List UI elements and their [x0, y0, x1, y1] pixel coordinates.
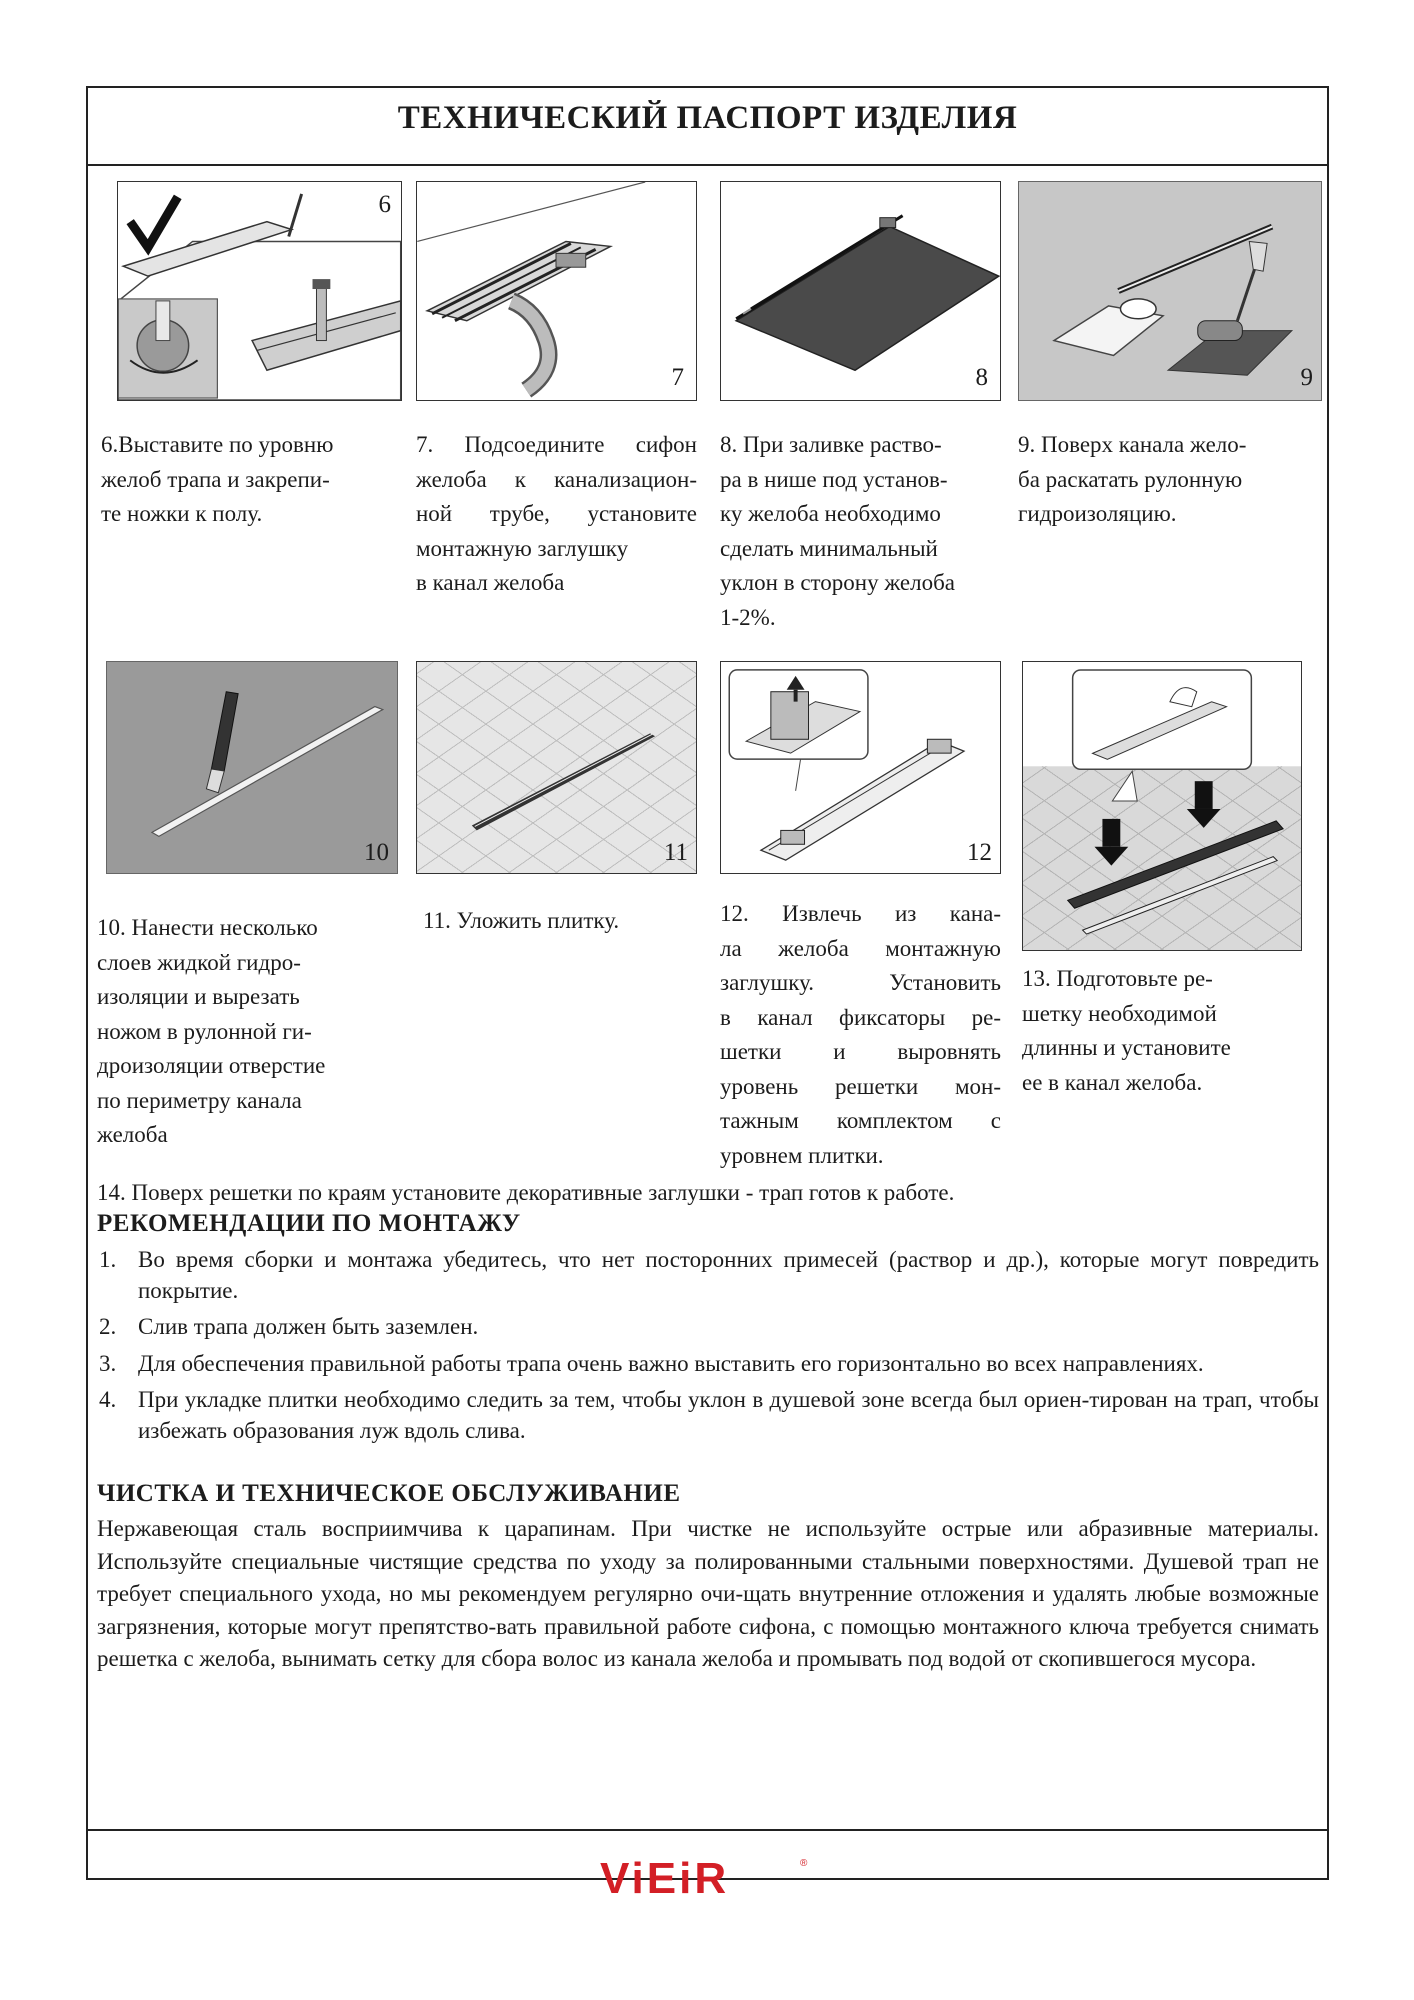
- list-item: [97, 1349, 1319, 1380]
- footer-rule: [86, 1829, 1329, 1831]
- logo-text: ViEiR: [600, 1854, 730, 1899]
- caption-line: изоляции и вырезать: [97, 984, 300, 1009]
- caption-step-8: [720, 428, 1010, 635]
- caption-line: 7. Подсоедините сифон: [416, 432, 697, 457]
- caption-line: 11. Уложить плитку.: [423, 908, 620, 933]
- caption-line: по периметру канала: [97, 1087, 302, 1113]
- step-number: 12: [967, 839, 992, 866]
- caption-line: желоба: [97, 1122, 168, 1147]
- caption-step-9: [1018, 428, 1318, 532]
- caption-line: заглушку. Установить: [720, 970, 1001, 995]
- item-number: 2.: [99, 1314, 117, 1339]
- recommendations-heading: РЕКОМЕНДАЦИИ ПО МОНТАЖУ: [97, 1210, 521, 1237]
- caption-line: желоба к канализацион-: [416, 466, 697, 492]
- caption-line: гидроизоляцию.: [1018, 501, 1177, 526]
- caption-line: дроизоляции отверстие: [97, 1053, 326, 1078]
- step-14-text: 14. Поверх решетки по краям установите декоративные заглушки - трап готов к работе.: [97, 1180, 955, 1205]
- caption-step-11: [423, 904, 703, 939]
- item-number: 1.: [99, 1247, 117, 1272]
- item-text: Слив трапа должен быть заземлен.: [138, 1314, 479, 1339]
- caption-step-12: [720, 897, 1001, 1173]
- caption-line: 8. При заливке раство-: [720, 432, 942, 457]
- caption-line: в канал фиксаторы ре-: [720, 1004, 1001, 1030]
- caption-line: шетку необходимой: [1022, 1000, 1217, 1026]
- item-text: Во время сборки и монтажа убедитесь, что нет посторонних примесей (раствор и др.), которые могут повредить покрытие.: [138, 1247, 1319, 1303]
- list-item: [97, 1312, 1319, 1343]
- step-number: 11: [663, 839, 688, 866]
- illustration-step-12: [720, 661, 1001, 874]
- caption-step-13: [1022, 962, 1322, 1100]
- step-number: 10: [364, 839, 389, 866]
- caption-line: в канал желоба: [416, 570, 565, 595]
- recommendations-list: [97, 1245, 1319, 1452]
- illustration-step-10: [106, 661, 398, 874]
- step-number: 8: [975, 364, 988, 391]
- step-number: 7: [671, 364, 684, 391]
- caption-line: уровнем плитки.: [720, 1142, 884, 1168]
- maintenance-heading: ЧИСТКА И ТЕХНИЧЕСКОЕ ОБСЛУЖИВАНИЕ: [97, 1480, 681, 1507]
- step-number: 9: [1300, 364, 1313, 391]
- caption-line: шетки и выровнять: [720, 1039, 1001, 1064]
- item-number: 3.: [99, 1350, 117, 1376]
- caption-line: 1-2%.: [720, 604, 776, 630]
- caption-step-6: [101, 428, 391, 532]
- caption-line: ба раскатать рулонную: [1018, 466, 1243, 492]
- caption-line: ее в канал желоба.: [1022, 1069, 1203, 1095]
- illustration-step-6: [117, 181, 402, 401]
- caption-line: ножом в рулонной ги-: [97, 1018, 312, 1044]
- caption-line: сделать минимальный: [720, 535, 938, 561]
- page-title: ТЕХНИЧЕСКИЙ ПАСПОРТ ИЗДЕЛИЯ: [397, 100, 1018, 136]
- caption-line: ной трубе, установите: [416, 501, 697, 526]
- caption-line: ра в нише под установ-: [720, 466, 948, 492]
- vieir-logo: [600, 1853, 815, 1899]
- caption-line: уровень решетки мон-: [720, 1073, 1001, 1099]
- caption-line: монтажную заглушку: [416, 535, 629, 561]
- item-number: 4.: [99, 1387, 117, 1412]
- item-text: При укладке плитки необходимо следить за тем, чтобы уклон в душевой зоне всегда был ориен-тирован на трап, чтобы избежать образования луж вдоль слива.: [138, 1387, 1319, 1443]
- illustration-step-8: [720, 181, 1001, 401]
- illustration-step-9: [1018, 181, 1322, 401]
- caption-line: желоб трапа и закрепи-: [101, 466, 330, 492]
- registered-mark: ®: [800, 1858, 808, 1869]
- caption-line: уклон в сторону желоба: [720, 570, 956, 595]
- caption-line: ла желоба монтажную: [720, 935, 1001, 961]
- caption-line: длинны и установите: [1022, 1035, 1231, 1060]
- illustration-step-13: [1022, 661, 1302, 951]
- caption-line: ку желоба необходимо: [720, 501, 941, 526]
- caption-step-7: [416, 428, 697, 601]
- caption-line: те ножки к полу.: [101, 501, 263, 526]
- illustration-step-7: [416, 181, 697, 401]
- caption-line: слоев жидкой гидро-: [97, 949, 301, 975]
- caption-step-10: [97, 911, 397, 1153]
- item-text: Для обеспечения правильной работы трапа очень важно выставить его горизонтально во всех направлениях.: [138, 1350, 1204, 1376]
- caption-line: 13. Подготовьте ре-: [1022, 966, 1213, 991]
- caption-line: 6.Выставите по уровню: [101, 432, 334, 457]
- caption-line: 12. Извлечь из кана-: [720, 901, 1001, 926]
- maintenance-text: Нержавеющая сталь восприимчива к царапинам. При чистке не используйте острые или абразивные материалы. Используйте специальные чистящие средства по уходу за полированными стальными поверхностями. Душевой трап не требует специального ухода, но мы рекомендуем регулярно очи-щать внутренние отложения и удалять любые возможные загрязнения, которые могут препятство-вать правильной работе сифона, с помощью монтажного ключа требуется снимать решетка с желоба, вынимать сетку для сбора волос из канала желоба и промывать под водой от скопившегося мусора.: [97, 1516, 1319, 1671]
- illustration-step-11: [416, 661, 697, 874]
- caption-line: тажным комплектом с: [720, 1108, 1001, 1133]
- list-item: [97, 1245, 1319, 1306]
- header-rule: [86, 164, 1329, 166]
- step-number: 6: [378, 191, 391, 218]
- list-item: [97, 1385, 1319, 1446]
- caption-line: 10. Нанести несколько: [97, 915, 318, 940]
- caption-line: 9. Поверх канала жело-: [1018, 432, 1247, 457]
